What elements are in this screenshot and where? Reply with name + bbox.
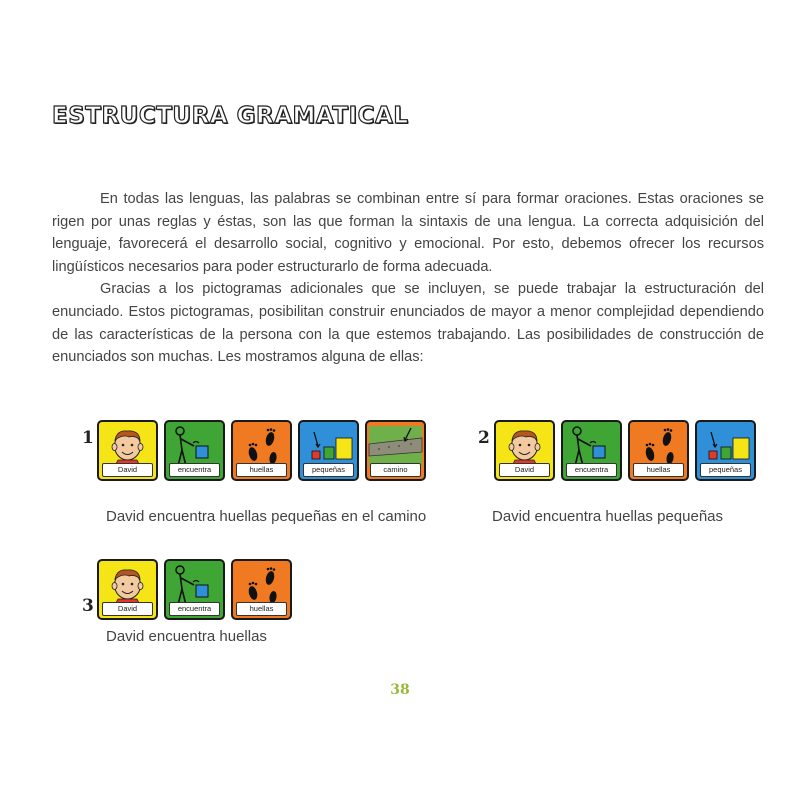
example-2-pictograms xyxy=(494,420,756,481)
footprints-icon xyxy=(233,561,290,607)
card-label: pequeñas xyxy=(303,463,354,477)
boy-face-icon xyxy=(99,422,156,468)
card-label: huellas xyxy=(633,463,684,477)
card-david xyxy=(494,420,555,481)
example-1-pictograms xyxy=(97,420,426,481)
finding-box-icon xyxy=(563,422,620,468)
card-label: David xyxy=(102,463,153,477)
example-3-number: 3 xyxy=(82,596,94,616)
page-number: 38 xyxy=(390,682,410,698)
card-label: encuentra xyxy=(169,602,220,616)
card-label: huellas xyxy=(236,602,287,616)
card-huellas xyxy=(231,420,292,481)
finding-box-icon xyxy=(166,422,223,468)
card-encuentra xyxy=(164,420,225,481)
card-pequenas xyxy=(695,420,756,481)
boy-face-icon xyxy=(99,561,156,607)
example-1-caption: David encuentra huellas pequeñas en el camino xyxy=(106,508,427,525)
card-label: pequeñas xyxy=(700,463,751,477)
card-huellas xyxy=(231,559,292,620)
example-3-pictograms xyxy=(97,559,292,620)
card-camino xyxy=(365,420,426,481)
small-shapes-icon xyxy=(697,422,754,468)
card-label: huellas xyxy=(236,463,287,477)
example-1-number: 1 xyxy=(82,428,94,448)
example-2-caption: David encuentra huellas pequeñas xyxy=(492,508,723,525)
finding-box-icon xyxy=(166,561,223,607)
footprints-icon xyxy=(233,422,290,468)
card-huellas xyxy=(628,420,689,481)
card-pequenas xyxy=(298,420,359,481)
body-text xyxy=(52,188,764,369)
card-label: camino xyxy=(370,463,421,477)
card-david xyxy=(97,420,158,481)
card-encuentra xyxy=(164,559,225,620)
example-3-caption: David encuentra huellas xyxy=(106,628,267,645)
path-road-icon xyxy=(367,422,424,468)
paragraph-2: Gracias a los pictogramas adicionales que se incluyen, se puede trabajar la estructuración del enunciado. Estos pictogramas, posibilitan construir enunciados de mayor a menor complejidad dependiendo de las características de la persona con la que estemos trabajando. Las posibilidades de construcción de enunciados son muchas. Les mostramos alguna de ellas: xyxy=(52,281,764,366)
card-label: David xyxy=(499,463,550,477)
card-david xyxy=(97,559,158,620)
card-encuentra xyxy=(561,420,622,481)
example-2-number: 2 xyxy=(478,428,490,448)
footprints-icon xyxy=(630,422,687,468)
small-shapes-icon xyxy=(300,422,357,468)
card-label: David xyxy=(102,602,153,616)
page-title: ESTRUCTURA GRAMATICAL xyxy=(52,103,409,129)
boy-face-icon xyxy=(496,422,553,468)
paragraph-1: En todas las lenguas, las palabras se combinan entre sí para formar oraciones. Estas oraciones se rigen por unas reglas y éstas, son las que forman la sintaxis de una lengua. La correcta adquisición del lenguaje, favorecerá el desarrollo social, cognitivo y emocional. Por esto, debemos ofrecer los recursos lingüísticos necesarios para poder estructurarlo de forma adecuada. xyxy=(52,191,764,275)
card-label: encuentra xyxy=(169,463,220,477)
card-label: encuentra xyxy=(566,463,617,477)
